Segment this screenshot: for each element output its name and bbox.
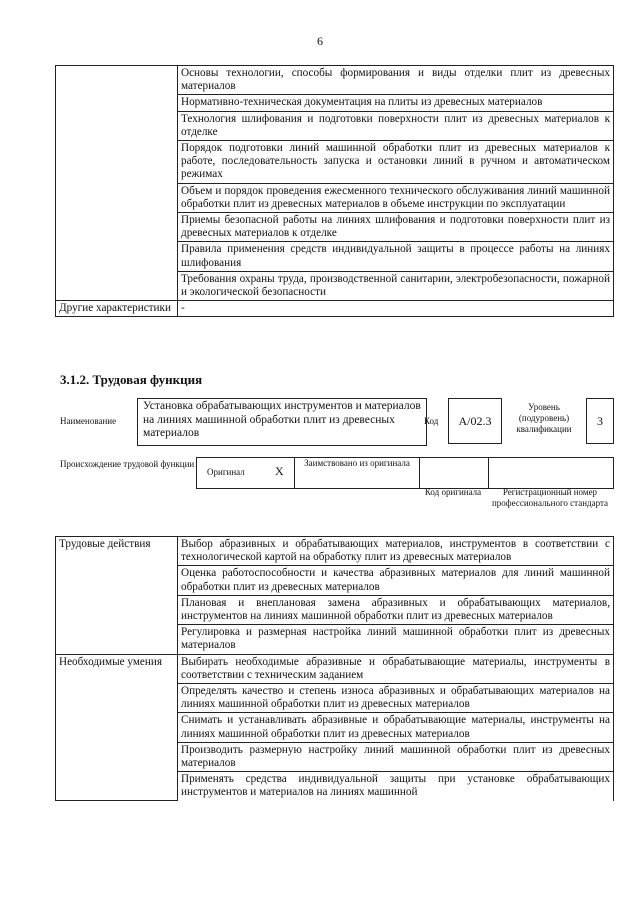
qualification-level: 3: [586, 398, 614, 444]
skill-item: Применять средства индивидуальной защиты при установке обрабатывающих инструментов и материалов на линиях машинной: [178, 772, 614, 801]
function-name: Установка обрабатывающих инструментов и материалов на линиях машинной обработки плит из древесных материалов: [137, 398, 427, 446]
origin-label: Происхождение трудовой функции: [60, 459, 195, 469]
table-row: [56, 537, 614, 566]
code-label: Код: [424, 416, 439, 426]
knowledge-item: Порядок подготовки линий машинной обработки плит из древесных материалов к работе, последовательность запуска и остановки линий в ручном и автоматическом режимах: [178, 141, 614, 184]
original-label: Оригинал: [207, 467, 245, 477]
knowledge-item: Технология шлифования и подготовки поверхности плит из древесных материалов к отделке: [178, 111, 614, 140]
borrowed-label: Заимствовано из оригинала: [294, 457, 420, 489]
knowledge-item: Нормативно-техническая документация на плиты из древесных материалов: [178, 95, 614, 111]
knowledge-label-cell: [56, 66, 178, 301]
skills-label: Необходимые умения: [56, 654, 178, 801]
skill-item: Снимать и устанавливать абразивные и обрабатывающие материалы, инструменты на линиях машинной обработки плит из древесных материалов: [178, 713, 614, 742]
origin-code-box: [419, 457, 489, 489]
action-item: Плановая и внеплановая замена абразивных и обрабатывающих материалов, инструментов на линиях машинной обработки плит из древесных материалов: [178, 595, 614, 624]
action-item: Оценка работоспособности и качества абразивных материалов для линий машинной обработки плит из древесных материалов: [178, 566, 614, 595]
other-characteristics-label: Другие характеристики: [56, 301, 178, 317]
knowledge-item: Правила применения средств индивидуальной защиты в процессе работы на линиях шлифования: [178, 242, 614, 271]
table-row: [56, 654, 614, 683]
action-item: Выбор абразивных и обрабатывающих материалов, инструментов в соответствии с технологической картой на обработку плит из древесных материалов: [178, 537, 614, 566]
knowledge-item: Основы технологии, способы формирования и виды отделки плит из древесных материалов: [178, 66, 614, 95]
action-item: Регулировка и размерная настройка линий машинной обработки плит из древесных материалов: [178, 625, 614, 654]
code-caption: Код оригинала: [424, 487, 482, 497]
knowledge-item: Объем и порядок проведения ежесменного технического обслуживания линий машинной обработки плит из древесных материалов в объеме инструкции по эксплуатации: [178, 183, 614, 212]
knowledge-item: Требования охраны труда, производственной санитарии, электробезопасности, пожарной и экологической безопасности: [178, 271, 614, 300]
function-code: A/02.3: [448, 398, 502, 444]
origin-original-box: [196, 457, 295, 489]
level-label: Уровень (подуровень) квалификации: [516, 402, 572, 434]
skill-item: Определять качество и степень износа абразивных и обрабатывающих материалов на линиях машинной обработки плит из древесных материалов: [178, 684, 614, 713]
section-title: 3.1.2. Трудовая функция: [60, 372, 203, 387]
knowledge-item: Приемы безопасной работы на линиях шлифования и подготовки поверхности плит из древесных материалов к отделке: [178, 213, 614, 242]
table-row: [56, 301, 614, 317]
origin-reg-box: [488, 457, 614, 489]
reg-caption: Регистрационный номер профессионального стандарта: [491, 487, 609, 508]
original-mark: X: [275, 464, 284, 478]
other-characteristics-value: -: [178, 301, 614, 317]
knowledge-table: [55, 65, 614, 317]
skill-item: Производить размерную настройку линий машинной обработки плит из древесных материалов: [178, 742, 614, 771]
name-label: Наименование: [60, 416, 117, 426]
labor-table: [55, 536, 614, 801]
actions-label: Трудовые действия: [56, 537, 178, 655]
page-number: 6: [317, 34, 323, 48]
skill-item: Выбирать необходимые абразивные и обрабатывающие материалы, инструменты в соответствии с техническим заданием: [178, 654, 614, 683]
table-row: [56, 66, 614, 95]
